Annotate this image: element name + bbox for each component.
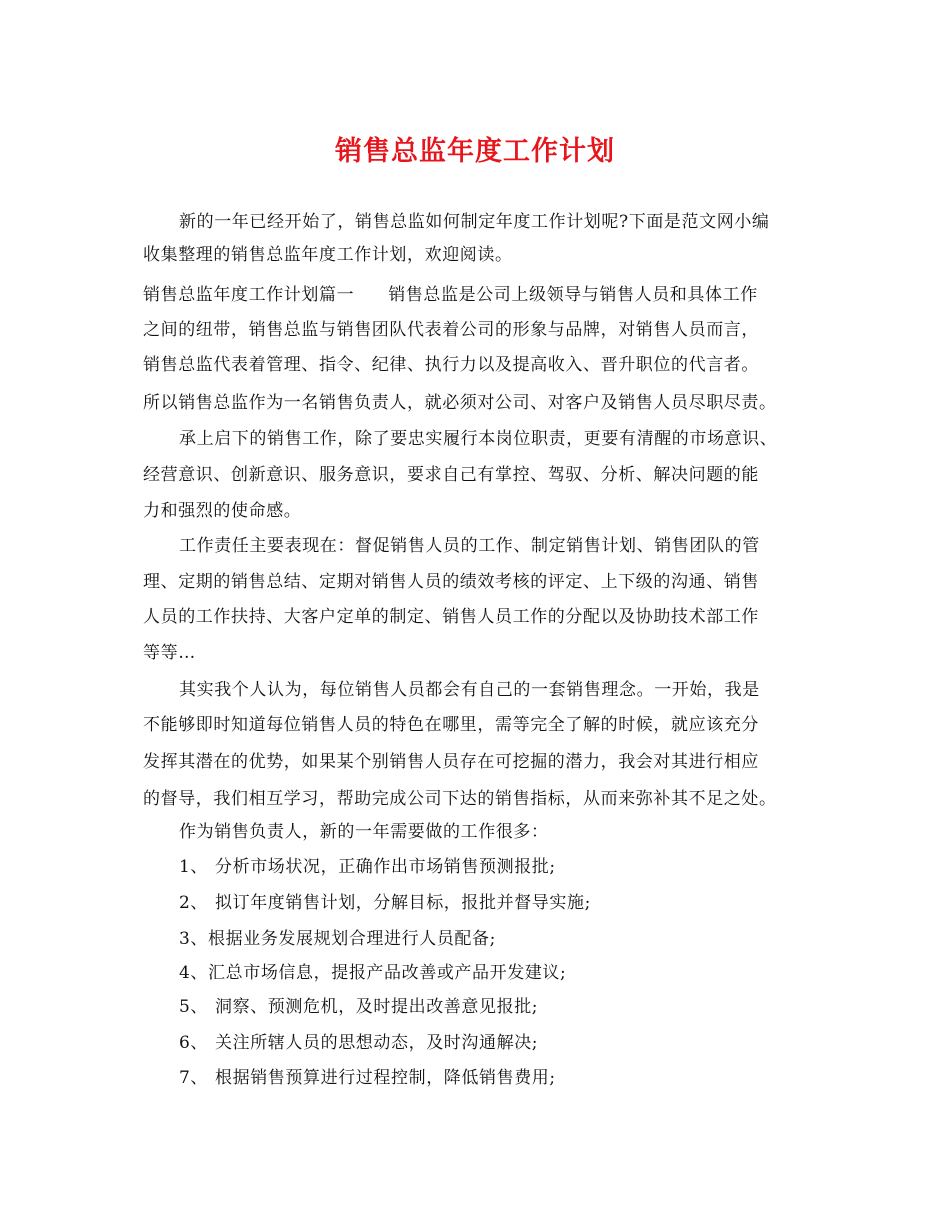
list-item-number: 2、 bbox=[179, 893, 209, 913]
paragraph-line: 销售总监是公司上级领导与销售人员和具体工作 bbox=[388, 285, 758, 305]
list-item-text: 分析市场状况，正确作出市场销售预测报批; bbox=[215, 857, 556, 877]
list-item-number: 7、 bbox=[179, 1068, 209, 1088]
paragraph-line: 经营意识、创新意识、服务意识，要求自己有掌控、驾驭、分析、解决问题的能 bbox=[143, 465, 759, 485]
list-item-number: 5、 bbox=[179, 997, 209, 1017]
paragraph-line: 之间的纽带，销售总监与销售团队代表着公司的形象与品牌，对销售人员而言， bbox=[143, 320, 759, 340]
paragraph-line: 等等… bbox=[143, 643, 196, 663]
list-item bbox=[179, 961, 566, 985]
paragraph-line: 理、定期的销售总结、定期对销售人员的绩效考核的评定、上下级的沟通、销售 bbox=[143, 572, 759, 592]
intro-line: 收集整理的销售总监年度工作计划，欢迎阅读。 bbox=[143, 245, 513, 265]
paragraph-line: 力和强烈的使命感。 bbox=[143, 501, 302, 521]
list-item-text: 洞察、预测危机，及时提出改善意见报批; bbox=[215, 997, 539, 1017]
paragraph-line: 发挥其潜在的优势，如果某个别销售人员存在可挖掘的潜力，我会对其进行相应 bbox=[143, 752, 759, 772]
paragraph-line: 承上启下的销售工作，除了要忠实履行本岗位职责，更要有清醒的市场意识、 bbox=[179, 429, 778, 449]
list-item bbox=[179, 995, 538, 1019]
list-item-number: 6、 bbox=[179, 1033, 209, 1053]
list-item bbox=[179, 855, 556, 879]
paragraph-line: 其实我个人认为，每位销售人员都会有自己的一套销售理念。一开始，我是 bbox=[179, 680, 760, 700]
section-heading: 销售总监年度工作计划篇一 bbox=[143, 285, 355, 305]
paragraph-line: 不能够即时知道每位销售人员的特色在哪里，需等完全了解的时候，就应该充分 bbox=[143, 715, 759, 735]
list-item-text: 关注所辖人员的思想动态，及时沟通解决; bbox=[215, 1033, 539, 1053]
list-item-text: 4、汇总市场信息，提报产品改善或产品开发建议; bbox=[179, 963, 567, 983]
list-item bbox=[179, 927, 496, 951]
paragraph-line: 所以销售总监作为一名销售负责人，就必须对公司、对客户及销售人员尽职尽责。 bbox=[143, 393, 777, 413]
list-item-text: 根据销售预算进行过程控制，降低销售费用; bbox=[215, 1068, 556, 1088]
list-item-text: 拟订年度销售计划，分解目标，报批并督导实施; bbox=[215, 893, 591, 913]
list-item-text: 3、根据业务发展规划合理进行人员配备; bbox=[179, 929, 496, 949]
paragraph-line: 工作责任主要表现在：督促销售人员的工作、制定销售计划、销售团队的管 bbox=[179, 536, 760, 556]
paragraph-line: 人员的工作扶持、大客户定单的制定、销售人员工作的分配以及协助技术部工作 bbox=[143, 607, 759, 627]
paragraph-line: 销售总监代表着管理、指令、纪律、执行力以及提高收入、晋升职位的代言者。 bbox=[143, 355, 759, 375]
intro-line: 新的一年已经开始了，销售总监如何制定年度工作计划呢?下面是范文网小编 bbox=[179, 212, 770, 232]
list-item bbox=[179, 1066, 556, 1090]
section-heading-line bbox=[143, 283, 758, 307]
document-title: 销售总监年度工作计划 bbox=[335, 136, 615, 167]
list-intro: 作为销售负责人，新的一年需要做的工作很多： bbox=[179, 822, 549, 842]
list-item bbox=[179, 1031, 538, 1055]
paragraph-line: 的督导，我们相互学习，帮助完成公司下达的销售指标，从而来弥补其不足之处。 bbox=[143, 789, 777, 809]
list-item-number: 1、 bbox=[179, 857, 209, 877]
list-item bbox=[179, 891, 591, 915]
